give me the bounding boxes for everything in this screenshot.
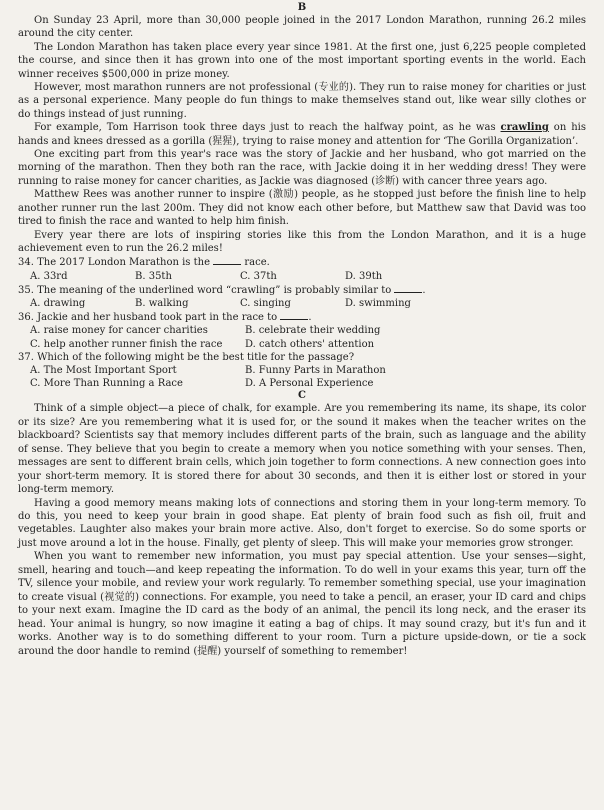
underlined-word-crawling: crawling <box>500 122 549 134</box>
option-b: B. celebrate their wedding <box>245 325 381 337</box>
section-b-label: B <box>297 2 307 13</box>
passage-c-paragraph-3: When you want to remember new information, you must pay special attention. Use your senses—sight, smell, hearing and touch—and keep repeating the information. To do well in your exams this year, turn off the TV, silence your mobile, and review your work regularly. To remember something special, use your imagination to create visual (视觉的) connections. For example, you need to take a pencil, an eraser, your ID card and chips to your next exam. Imagine the ID card as the body of an animal, the pencil its long neck, and the eraser its head. Your animal is hungry, so now imagine it eating a bag of chips. It may sound crazy, but it's fun and it works. Another way is to do something different to your room. Turn a picture upside-down, or tie a sock around the door handle to remind (提醒) yourself of something to remember! <box>18 551 586 657</box>
question-stem <box>18 283 586 297</box>
option-d: D. catch others' attention <box>245 338 375 350</box>
question-stem <box>18 255 586 269</box>
option-d: D. A Personal Experience <box>245 378 374 390</box>
passage-b-paragraph-7: Every year there are lots of inspiring stories like this from the London Marathon, and it is a huge achievement even to run the 26.2 miles! <box>18 229 586 254</box>
question-36 <box>18 310 586 351</box>
option-d: D. swimming <box>345 297 411 309</box>
answer-blank <box>213 255 241 265</box>
stem-text: 34. The 2017 London Marathon is the <box>18 257 214 269</box>
option-b: B. Funny Parts in Marathon <box>245 364 386 376</box>
passage-c <box>18 402 586 658</box>
option-b: B. 35th <box>135 270 172 282</box>
p4-text-after: on his hands and knees dressed as a gorilla (猩猩), trying to raise money and attention for ‘The Gorilla Organization’. <box>18 122 586 147</box>
stem-text: 36. Jackie and her husband took part in the race to <box>18 312 281 324</box>
option-a: A. drawing <box>30 297 86 309</box>
option-b: B. walking <box>135 297 189 309</box>
options-row-2 <box>18 377 586 390</box>
p4-text-before: For example, Tom Harrison took three days just to reach the halfway point, as he was <box>34 122 501 134</box>
passage-b-paragraph-1: On Sunday 23 April, more than 30,000 people joined in the 2017 London Marathon, running 26.2 miles around the city center. <box>18 15 586 40</box>
passage-b-paragraph-2: The London Marathon has taken place every year since 1981. At the first one, just 6,225 people completed the course, and since then it has grown into one of the most important sporting events in the world. Each winner receives $500,000 in prize money. <box>18 41 586 80</box>
options <box>18 270 586 283</box>
question-37 <box>18 351 586 391</box>
passage-b-paragraph-6: Matthew Rees was another runner to inspire (激励) people, as he stopped just before the finish line to help another runner run the last 200m. They did not know each other before, but Matthew saw that David was too tired to finish the race and wanted to help him finish. <box>18 189 586 228</box>
option-d: D. 39th <box>345 270 383 282</box>
passage-b <box>18 14 586 255</box>
stem-text-end: . <box>422 284 426 296</box>
option-a: A. 33rd <box>30 270 68 282</box>
options-row-1 <box>18 324 586 337</box>
question-stem <box>18 310 586 324</box>
stem-text: 37. Which of the following might be the best title for the passage? <box>18 351 355 363</box>
options <box>18 297 586 310</box>
passage-b-paragraph-4 <box>18 121 586 148</box>
stem-text-end: . <box>308 312 312 324</box>
answer-blank <box>394 283 422 293</box>
question-34 <box>18 255 586 282</box>
question-35 <box>18 283 586 310</box>
option-c: C. singing <box>240 297 291 309</box>
option-c: C. 37th <box>240 270 277 282</box>
option-a: A. raise money for cancer charities <box>30 325 208 337</box>
passage-b-paragraph-3: However, most marathon runners are not professional (专业的). They run to raise money for charities or just as a personal experience. Many people do fun things to make themselves stand out, like wear silly clothes or do things instead of just running. <box>18 82 586 120</box>
question-list <box>18 255 586 390</box>
passage-c-paragraph-1: Think of a simple object—a piece of chalk, for example. Are you remembering its name, its shape, its color or its size? Are you remembering what it is used for, or the sound it makes when the teacher writes on the blackboard? Scientists say that memory includes different parts of the brain, such as language and the ability of sense. They believe that you begin to create a memory when you notice something with your senses. Then, messages are sent to different brain cells, which join together to form connections. A new connection goes into your short-term memory. It is stored there for about 30 seconds, and then it is either lost or stored in your long-term memory. <box>18 403 586 496</box>
stem-text: 35. The meaning of the underlined word “crawling” is probably similar to <box>18 284 395 296</box>
option-c: C. help another runner finish the race <box>30 338 223 350</box>
section-c-label: C <box>298 390 306 402</box>
passage-b-paragraph-5: One exciting part from this year's race was the story of Jackie and her husband, who got married on the morning of the marathon. Then they both ran the race, with Jackie doing it in her wedding dress! They were running to raise money for cancer charities, as Jackie was diagnosed (诊断) with cancer three years ago. <box>18 149 586 187</box>
stem-text-end: race. <box>241 257 270 269</box>
question-stem <box>18 351 586 364</box>
options-row-2 <box>18 338 586 351</box>
passage-c-paragraph-2: Having a good memory means making lots of connections and storing them in your long-term memory. To do this, you need to keep your brain in good shape. Eat plenty of brain food such as fish oil, fruit and vegetables. Laughter also makes your brain more active. Also, don't forget to exercise. So do some sports or just move around a lot in the house. Finally, get plenty of sleep. This will make your memories grow stronger. <box>18 497 586 549</box>
answer-blank <box>280 310 308 320</box>
options-row-1 <box>18 364 586 377</box>
option-c: C. More Than Running a Race <box>30 378 183 390</box>
option-a: A. The Most Important Sport <box>30 364 177 376</box>
